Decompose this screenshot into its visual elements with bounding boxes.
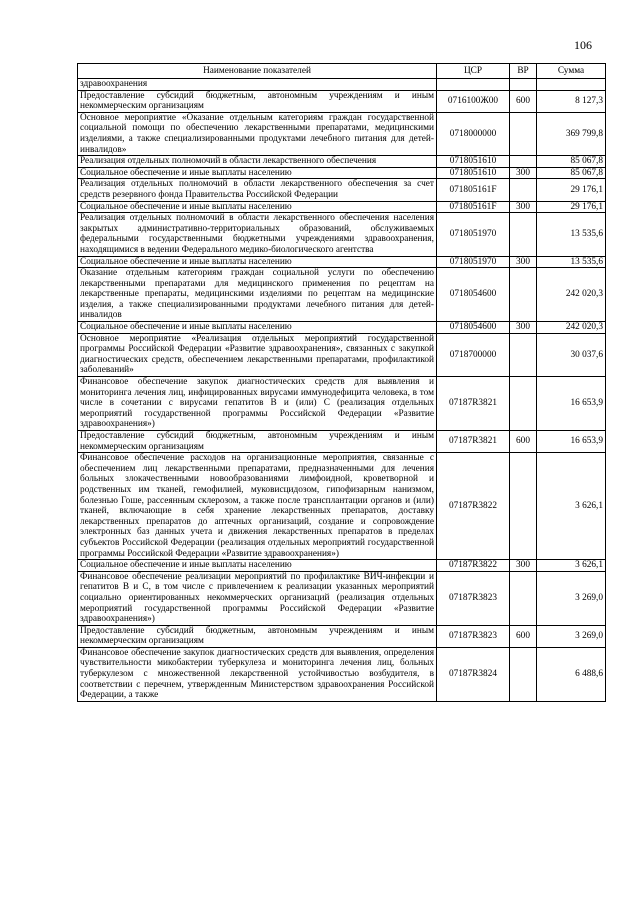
cell-csr: 07187R3824 xyxy=(437,647,510,701)
cell-name: Социальное обеспечение и иные выплаты населению xyxy=(78,322,437,334)
cell-sum: 242 020,3 xyxy=(537,268,606,322)
cell-name: Оказание отдельным категориям граждан социальной услуги по обеспечению лекарственными препаратами для медицинского применения по рецептам на лекарственные препараты, медицинскими изделиями по рецептам на медицинские изделия, а также специализированными продуктами лечебного питания для детей-инвалидов xyxy=(78,268,437,322)
cell-name: Финансовое обеспечение закупок диагностических средств для выявления, определения чувствительности микобактерии туберкулеза и мониторинга лечения лиц, больных туберкулезом с множественной лекарственной устойчивостью возбудителя, в соответствии с перечнем, утвержденным Министерством здравоохранения Российской Федерации, а также xyxy=(78,647,437,701)
header-name: Наименование показателей xyxy=(78,64,437,79)
cell-csr: 07187R3821 xyxy=(437,377,510,431)
cell-name: Реализация отдельных полномочий в области лекарственного обеспечения xyxy=(78,156,437,168)
cell-vr: 300 xyxy=(510,256,537,268)
table-row xyxy=(78,79,606,91)
cell-sum: 8 127,3 xyxy=(537,90,606,112)
cell-csr: 0718000000 xyxy=(437,112,510,155)
cell-name: Основное мероприятие «Реализация отдельных мероприятий государственной программы Российской Федерации «Развитие здравоохранения», связанных с закупкой диагностических средств, обеспечением лекарственными препаратами, профилактикой заболеваний» xyxy=(78,333,437,376)
cell-sum: 29 176,1 xyxy=(537,179,606,201)
header-csr: ЦСР xyxy=(437,64,510,79)
cell-csr: 0718051610 xyxy=(437,156,510,168)
cell-sum: 3 269,0 xyxy=(537,571,606,625)
cell-vr xyxy=(510,377,537,431)
table-header-row xyxy=(78,64,606,79)
cell-vr xyxy=(510,268,537,322)
header-sum: Сумма xyxy=(537,64,606,79)
cell-sum: 3 626,1 xyxy=(537,560,606,572)
table-row xyxy=(78,322,606,334)
cell-sum: 369 799,8 xyxy=(537,112,606,155)
cell-vr: 300 xyxy=(510,560,537,572)
cell-vr: 300 xyxy=(510,322,537,334)
cell-vr: 300 xyxy=(510,201,537,213)
cell-csr: 071805161F xyxy=(437,179,510,201)
cell-csr: 0718054600 xyxy=(437,322,510,334)
table-row xyxy=(78,256,606,268)
cell-vr xyxy=(510,112,537,155)
cell-csr: 07187R3822 xyxy=(437,560,510,572)
cell-csr: 07187R3822 xyxy=(437,453,510,560)
cell-vr xyxy=(510,333,537,376)
cell-sum: 242 020,3 xyxy=(537,322,606,334)
cell-name: Социальное обеспечение и иные выплаты населению xyxy=(78,201,437,213)
cell-vr xyxy=(510,213,537,256)
cell-name: Финансовое обеспечение реализации мероприятий по профилактике ВИЧ-инфекции и гепатитов В и С, в том числе с привлечением к реализации указанных мероприятий социально ориентированных некоммерческих организаций (реализация отдельных мероприятий государственной программы Российской Федерации «Развитие здравоохранения») xyxy=(78,571,437,625)
cell-csr: 071805161F xyxy=(437,201,510,213)
table-row xyxy=(78,377,606,431)
cell-vr xyxy=(510,79,537,91)
cell-name: Предоставление субсидий бюджетным, автономным учреждениям и иным некоммерческим организациям xyxy=(78,431,437,453)
table-row xyxy=(78,213,606,256)
cell-csr: 07187R3821 xyxy=(437,431,510,453)
cell-csr: 0718051970 xyxy=(437,213,510,256)
cell-vr xyxy=(510,647,537,701)
cell-csr: 07187R3823 xyxy=(437,625,510,647)
cell-vr: 600 xyxy=(510,90,537,112)
table-row xyxy=(78,156,606,168)
cell-sum: 6 488,6 xyxy=(537,647,606,701)
cell-sum: 13 535,6 xyxy=(537,256,606,268)
table-row xyxy=(78,571,606,625)
cell-sum: 3 626,1 xyxy=(537,453,606,560)
cell-csr: 0716100Ж00 xyxy=(437,90,510,112)
table-row xyxy=(78,179,606,201)
cell-csr: 07187R3823 xyxy=(437,571,510,625)
cell-name: Социальное обеспечение и иные выплаты населению xyxy=(78,256,437,268)
cell-vr xyxy=(510,179,537,201)
cell-csr: 0718051970 xyxy=(437,256,510,268)
cell-vr xyxy=(510,156,537,168)
table-row xyxy=(78,112,606,155)
cell-vr: 300 xyxy=(510,167,537,179)
table-row xyxy=(78,647,606,701)
table-row xyxy=(78,268,606,322)
cell-name: Социальное обеспечение и иные выплаты населению xyxy=(78,167,437,179)
cell-name: Финансовое обеспечение расходов на организационные мероприятия, связанные с обеспечением лиц лекарственными препаратами, предназначенными для лечения больных злокачественными новообразованиями лимфоидной, кроветворной и родственных им тканей, гемофилией, муковисцидозом, гипофизарным нанизмом, болезнью Гоше, рассеянным склерозом, а также после трансплантации органов и (или) тканей, включающие в себя хранение лекарственных препаратов, доставку лекарственных препаратов до аптечных организаций, создание и сопровождение электронных баз данных учета и движения лекарственных препаратов в пределах субъектов Российской Федерации (реализация отдельных мероприятий государственной программы Российской Федерации «Развитие здравоохранения») xyxy=(78,453,437,560)
cell-name: Предоставление субсидий бюджетным, автономным учреждениям и иным некоммерческим организациям xyxy=(78,90,437,112)
cell-name: Реализация отдельных полномочий в области лекарственного обеспечения за счет средств резервного фонда Правительства Российской Федерации xyxy=(78,179,437,201)
cell-sum: 16 653,9 xyxy=(537,377,606,431)
table-row xyxy=(78,453,606,560)
table-row xyxy=(78,560,606,572)
cell-vr xyxy=(510,571,537,625)
cell-name: Реализация отдельных полномочий в области лекарственного обеспечения населения закрытых административно-территориальных образований, обслуживаемых федеральными государственными бюджетными учреждениями здравоохранения, находящимися в ведении Федерального медико-биологического агентства xyxy=(78,213,437,256)
cell-csr: 0718700000 xyxy=(437,333,510,376)
table-row xyxy=(78,431,606,453)
cell-sum: 13 535,6 xyxy=(537,213,606,256)
cell-csr: 0718054600 xyxy=(437,268,510,322)
cell-name: Предоставление субсидий бюджетным, автономным учреждениям и иным некоммерческим организациям xyxy=(78,625,437,647)
table-row xyxy=(78,167,606,179)
cell-name: Основное мероприятие «Оказание отдельным категориям граждан государственной социальной помощи по обеспечению лекарственными препаратами, медицинскими изделиями, а также специализированными продуктами лечебного питания для детей-инвалидов» xyxy=(78,112,437,155)
cell-name: Финансовое обеспечение закупок диагностических средств для выявления и мониторинга лечения лиц, инфицированных вирусами иммунодефицита человека, в том числе в сочетании с вирусами гепатитов В и (или) С (реализация отдельных мероприятий государственной программы Российской Федерации «Развитие здравоохранения») xyxy=(78,377,437,431)
cell-sum: 29 176,1 xyxy=(537,201,606,213)
budget-table xyxy=(77,63,606,702)
cell-sum: 30 037,6 xyxy=(537,333,606,376)
cell-sum xyxy=(537,79,606,91)
cell-name: Социальное обеспечение и иные выплаты населению xyxy=(78,560,437,572)
table-row xyxy=(78,625,606,647)
cell-vr: 600 xyxy=(510,625,537,647)
page-number: 106 xyxy=(574,38,592,52)
cell-sum: 85 067,8 xyxy=(537,167,606,179)
table-row xyxy=(78,201,606,213)
cell-sum: 3 269,0 xyxy=(537,625,606,647)
cell-vr xyxy=(510,453,537,560)
cell-csr: 0718051610 xyxy=(437,167,510,179)
cell-sum: 85 067,8 xyxy=(537,156,606,168)
table-row xyxy=(78,90,606,112)
cell-name: здравоохранения xyxy=(78,79,437,91)
header-vr: ВР xyxy=(510,64,537,79)
table-row xyxy=(78,333,606,376)
cell-csr xyxy=(437,79,510,91)
cell-sum: 16 653,9 xyxy=(537,431,606,453)
cell-vr: 600 xyxy=(510,431,537,453)
